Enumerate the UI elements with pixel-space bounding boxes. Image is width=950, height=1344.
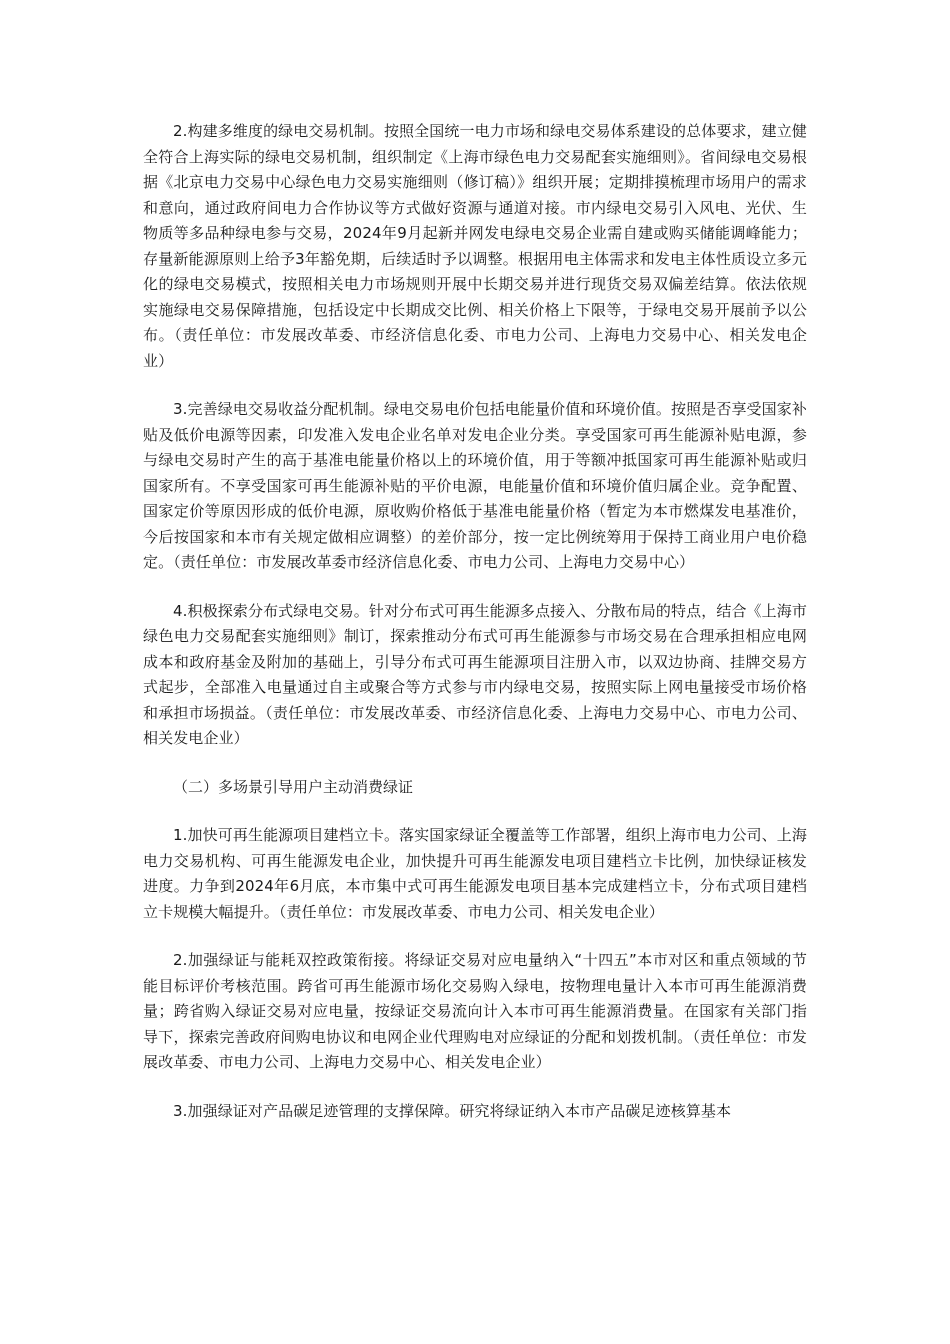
paragraph-archiving: 1.加快可再生能源项目建档立卡。落实国家绿证全覆盖等工作部署，组织上海市电力公司、上海电力交易机构、可再生能源发电企业，加快提升可再生能源发电项目建档立卡比例，加快绿证核发进度。力争到2024年6月底，本市集中式可再生能源发电项目基本完成建档立卡，分布式项目建档立卡规模大幅提升。（责任单位：市发展改革委、市电力公司、相关发电企业）: [143, 826, 807, 921]
paragraph-spacer: [143, 1076, 807, 1099]
paragraph-green-trading-mechanism: 2.构建多维度的绿电交易机制。按照全国统一电力市场和绿电交易体系建设的总体要求，建立健全符合上海实际的绿电交易机制，组织制定《上海市绿色电力交易配套实施细则》。省间绿电交易根据《北京电力交易中心绿色电力交易实施细则（修订稿）》组织开展；定期排摸梳理市场用户的需求和意向，通过政府间电力合作协议等方式做好资源与通道对接。市内绿电交易引入风电、光伏、生物质等多品种绿电参与交易，2024年9月起新并网发电绿电交易企业需自建或购买储能调峰能力；存量新能源原则上给予3年豁免期，后续适时予以调整。根据用电主体需求和发电主体性质设立多元化的绿电交易模式，按照相关电力市场规则开展中长期交易并进行现货交易双偏差结算。依法依规实施绿电交易保障措施，包括设定中长期成交比例、相关价格上下限等，于绿电交易开展前予以公布。（责任单位：市发展改革委、市经济信息化委、市电力公司、上海电力交易中心、相关发电企业）: [143, 122, 807, 370]
paragraph-revenue-distribution: 3.完善绿电交易收益分配机制。绿电交易电价包括电能量价值和环境价值。按照是否享受国家补贴及低价电源等因素，印发准入发电企业名单对发电企业分类。享受国家可再生能源补贴电源，参与绿电交易时产生的高于基准电能量价格以上的环境价值，用于等额冲抵国家可再生能源补贴或归国家所有。不享受国家可再生能源补贴的平价电源，电能量价值和环境价值归属企业。竞争配置、国家定价等原因形成的低价电源，原收购价格低于基准电能量价格（暂定为本市燃煤发电基准价，今后按国家和本市有关规定做相应调整）的差价部分，按一定比例统筹用于保持工商业用户电价稳定。（责任单位：市发展改革委市经济信息化委、市电力公司、上海电力交易中心）: [143, 400, 807, 571]
document-body: [143, 119, 807, 1124]
paragraph-spacer: [143, 576, 807, 599]
paragraph-carbon-footprint: 3.加强绿证对产品碳足迹管理的支撑保障。研究将绿证纳入本市产品碳足迹核算基本: [173, 1101, 732, 1120]
paragraph-spacer: [143, 374, 807, 397]
paragraph-distributed-trading: 4.积极探索分布式绿电交易。针对分布式可再生能源多点接入、分散布局的特点，结合《上海市绿色电力交易配套实施细则》制订，探索推动分布式可再生能源参与市场交易在合理承担相应电网成本和政府基金及附加的基础上，引导分布式可再生能源项目注册入市，以双边协商、挂牌交易方式起步，全部准入电量通过自主或聚合等方式参与市内绿电交易，按照实际上网电量接受市场价格和承担市场损益。（责任单位：市发展改革委、市经济信息化委、上海电力交易中心、市电力公司、相关发电企业）: [143, 601, 807, 747]
section-heading: （二）多场景引导用户主动消费绿证: [173, 777, 414, 796]
paragraph-dual-control: 2.加强绿证与能耗双控政策衔接。将绿证交易对应电量纳入“十四五”本市对区和重点领域的节能目标评价考核范围。跨省可再生能源市场化交易购入绿电，按物理电量计入本市可再生能源消费量；跨省购入绿证交易对应电量，按绿证交易流向计入本市可再生能源消费量。在国家有关部门指导下，探索完善政府间购电协议和电网企业代理购电对应绿证的分配和划拨机制。（责任单位：市发展改革委、市电力公司、上海电力交易中心、相关发电企业）: [143, 951, 807, 1071]
paragraph-spacer: [143, 752, 807, 775]
paragraph-spacer: [143, 800, 807, 823]
paragraph-spacer: [143, 925, 807, 948]
